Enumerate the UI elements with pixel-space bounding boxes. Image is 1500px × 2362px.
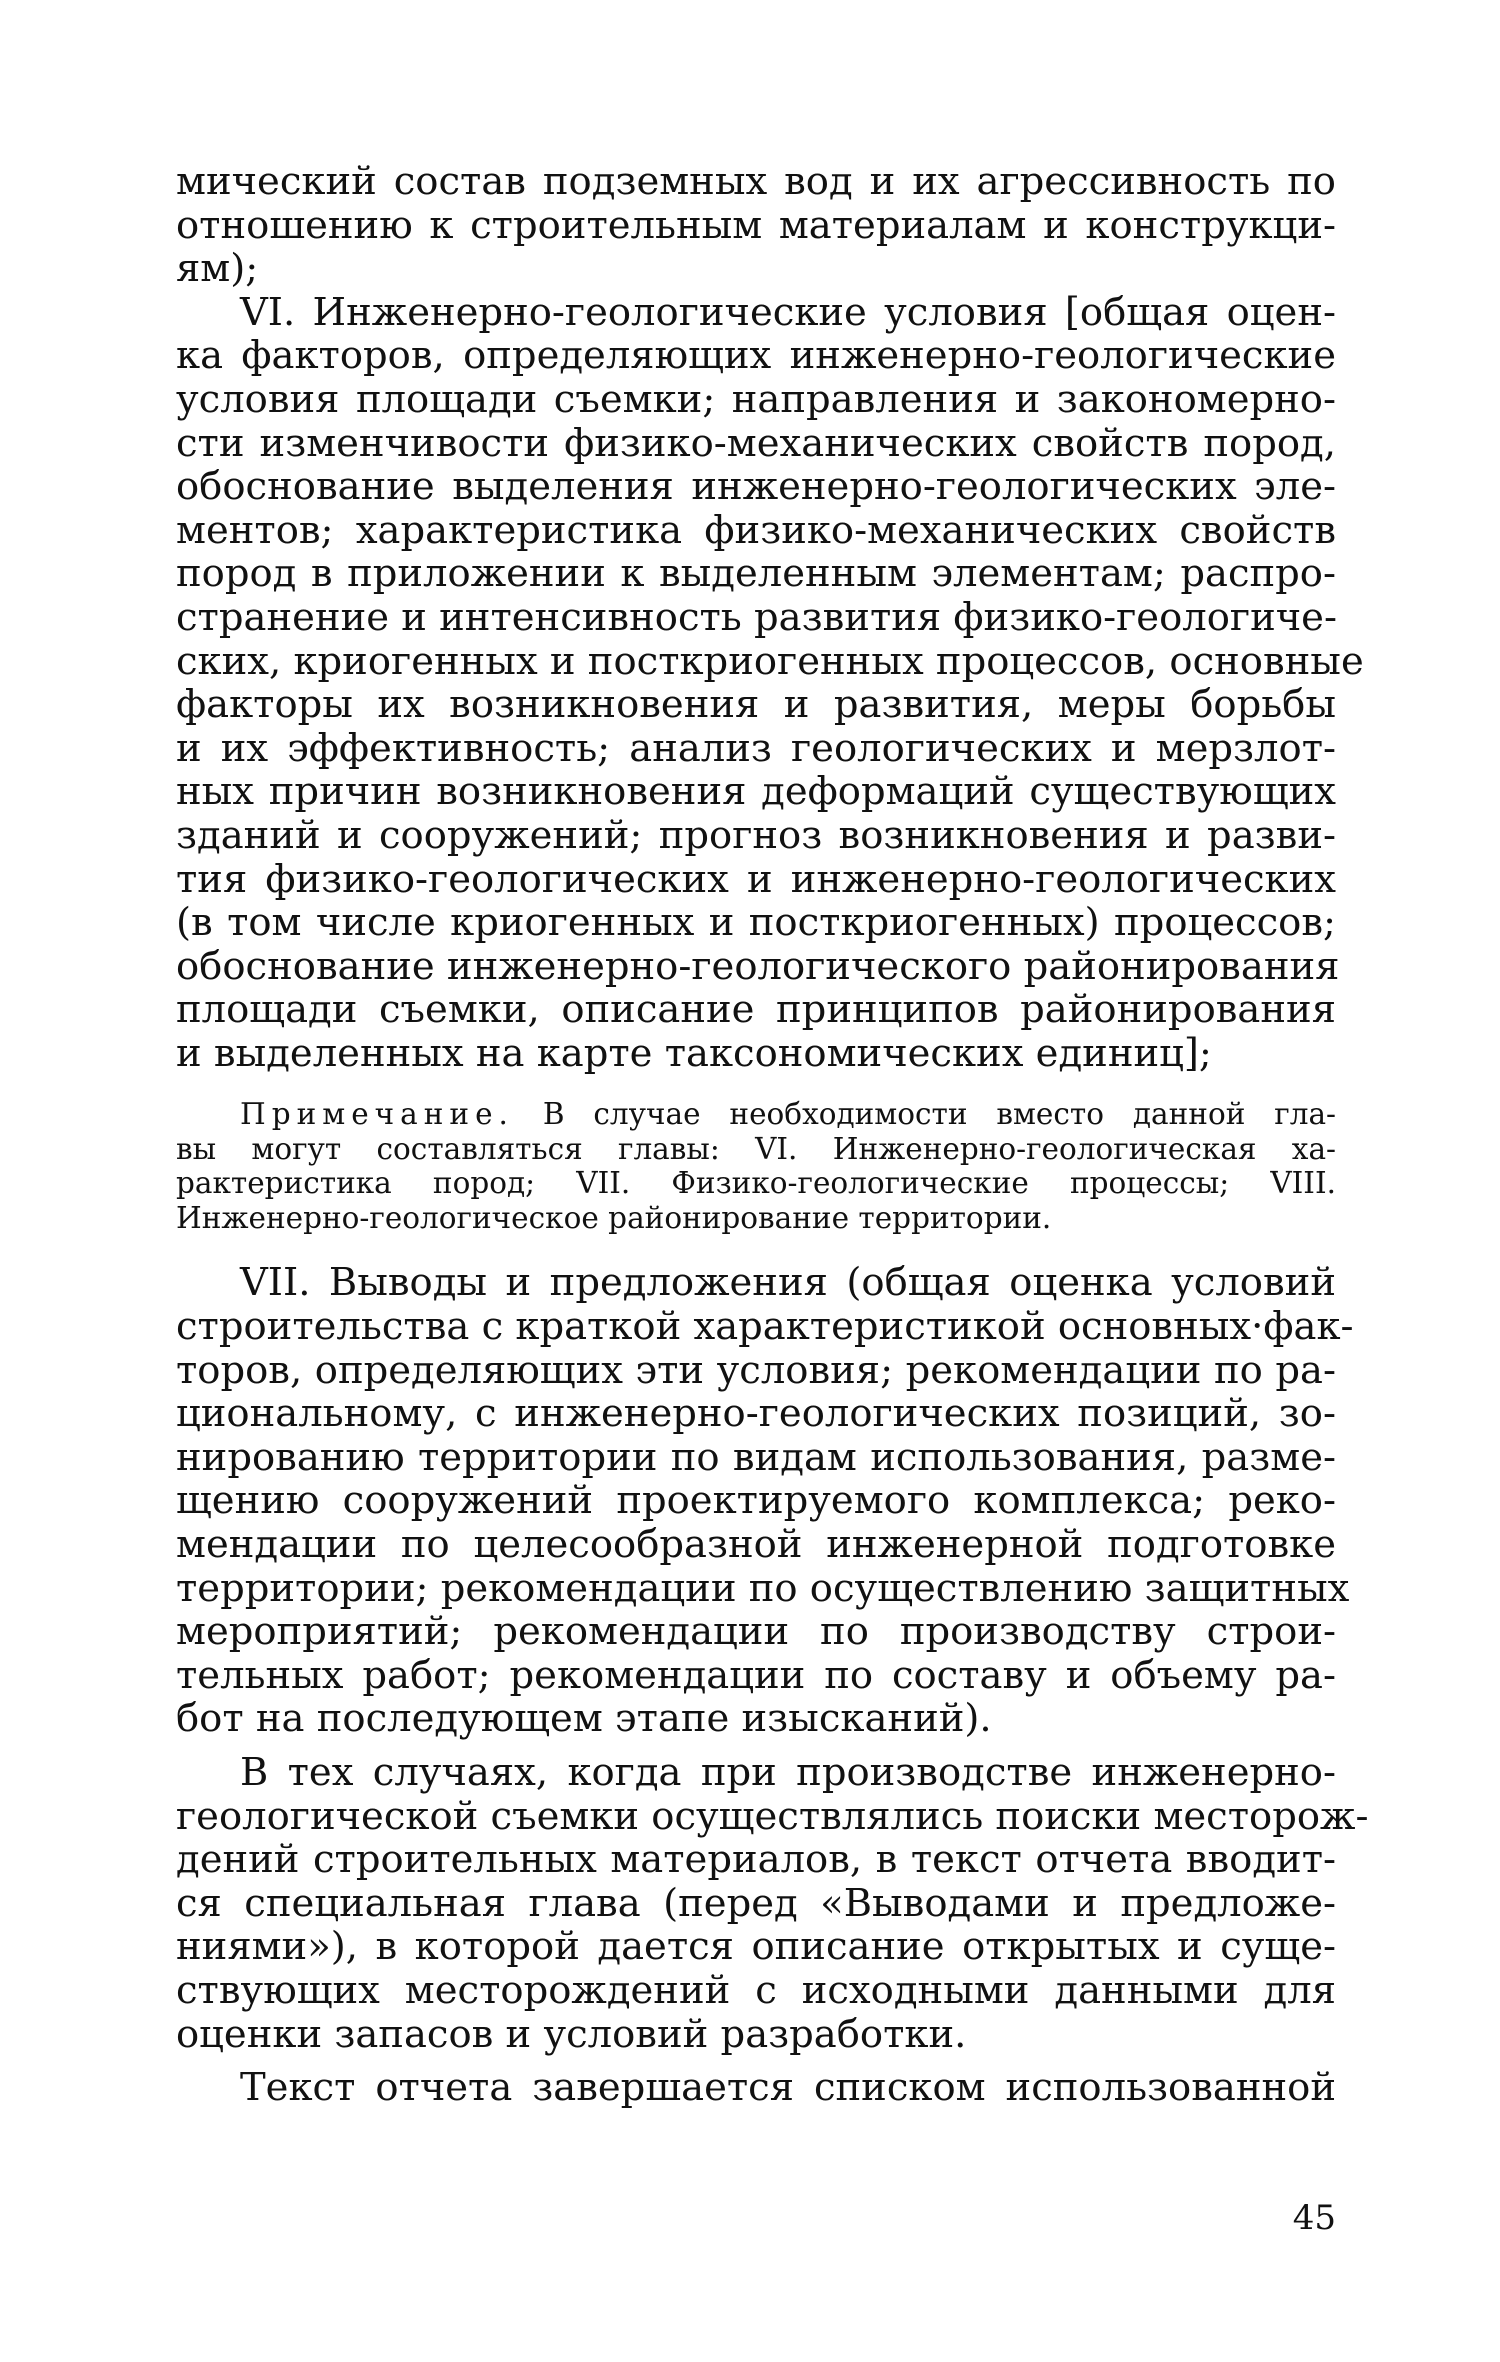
text-line: оценки запасов и условий разработки. <box>176 2011 967 2057</box>
text-line: ных причин возникновения деформаций существующих <box>176 769 1336 815</box>
text-line: ся специальная глава (перед «Выводами и предложе- <box>176 1880 1336 1926</box>
note-block <box>176 1097 1336 1235</box>
text-line: площади съемки, описание принципов районирования <box>176 987 1336 1033</box>
text-line: дений строительных материалов, в текст отчета вводит- <box>176 1837 1336 1883</box>
text-line: мендации по целесообразной инженерной подготовке <box>176 1522 1336 1568</box>
text-line: нированию территории по видам использования, разме- <box>176 1434 1336 1480</box>
text-line: бот на последующем этапе изысканий). <box>176 1696 992 1742</box>
text-line: пород в приложении к выделенным элементам; распро- <box>176 551 1336 597</box>
text-line: Текст отчета завершается списком использованной <box>240 2065 1336 2111</box>
text-line: ствующих месторождений с исходными данными для <box>176 1967 1336 2013</box>
paragraph-materials <box>176 1750 1369 2057</box>
text-line: обоснование выделения инженерно-геологических эле- <box>176 464 1336 510</box>
note-label: Примечание. <box>240 1097 514 1132</box>
paragraph-continuation <box>176 160 1336 291</box>
text-line: зданий и сооружений; прогноз возникновения и разви- <box>176 812 1336 858</box>
text-line: строительства с краткой характеристикой основных·фак- <box>176 1304 1354 1350</box>
text-line: ментов; характеристика физико-механических свойств <box>176 507 1336 553</box>
text-line: ниями»), в которой дается описание открытых и суще- <box>176 1924 1336 1970</box>
text-line: VII. Выводы и предложения (общая оценка условий <box>240 1260 1336 1306</box>
paragraph-section-vii <box>176 1260 1354 1742</box>
paragraph-section-vi <box>176 289 1364 1076</box>
text-line: и их эффективность; анализ геологических и мерзлот- <box>176 725 1336 771</box>
text-line: мероприятий; рекомендации по производству строи- <box>176 1609 1336 1655</box>
text-line: щению сооружений проектируемого комплекса; реко- <box>176 1478 1336 1524</box>
text-line: территории; рекомендации по осуществлению защитных <box>176 1565 1350 1611</box>
text-line: мический состав подземных вод и их агрессивность по <box>176 159 1336 204</box>
text-line: VI. Инженерно-геологические условия [общая оцен- <box>240 289 1336 335</box>
text-line: обоснование инженерно-геологического районирования <box>176 943 1340 989</box>
paragraph-final <box>176 2066 1336 2110</box>
page-number: 45 <box>1292 2198 1336 2238</box>
text-line: циональному, с инженерно-геологических позиций, зо- <box>176 1391 1336 1437</box>
text-line: сти изменчивости физико-механических свойств пород, <box>176 420 1336 466</box>
note-first-line <box>176 1097 1336 1132</box>
text-line: (в том числе криогенных и посткриогенных) процессов; <box>176 900 1336 946</box>
text-line: ка факторов, определяющих инженерно-геологические <box>176 333 1336 379</box>
note-text: В случае необходимости вместо данной гла- <box>542 1097 1336 1132</box>
text-line: факторы их возникновения и развития, меры борьбы <box>176 682 1336 728</box>
note-line: вы могут составляться главы: VI. Инженерно-геологическая ха- <box>176 1131 1336 1166</box>
text-line: геологической съемки осуществлялись поиски месторож- <box>176 1793 1369 1839</box>
text-line: и выделенных на карте таксономических единиц]; <box>176 1030 1212 1076</box>
page-body <box>176 159 1369 2111</box>
text-line: странение и интенсивность развития физико-геологиче- <box>176 594 1337 640</box>
text-line: условия площади съемки; направления и закономерно- <box>176 376 1336 422</box>
text-line: В тех случаях, когда при производстве инженерно- <box>240 1750 1336 1795</box>
note-line: рактеристика пород; VII. Физико-геологические процессы; VIII. <box>176 1166 1336 1201</box>
text-line: торов, определяющих эти условия; рекомендации по ра- <box>176 1347 1336 1393</box>
text-line: тия физико-геологических и инженерно-геологических <box>176 856 1336 902</box>
text-line: ских, криогенных и посткриогенных процессов, основные <box>176 638 1364 684</box>
note-line: Инженерно-геологическое районирование территории. <box>176 1200 1052 1235</box>
text-line: отношению к строительным материалам и конструкци- <box>176 202 1336 248</box>
text-line: ям); <box>176 246 259 292</box>
text-line: тельных работ; рекомендации по составу и объему ра- <box>176 1652 1336 1698</box>
